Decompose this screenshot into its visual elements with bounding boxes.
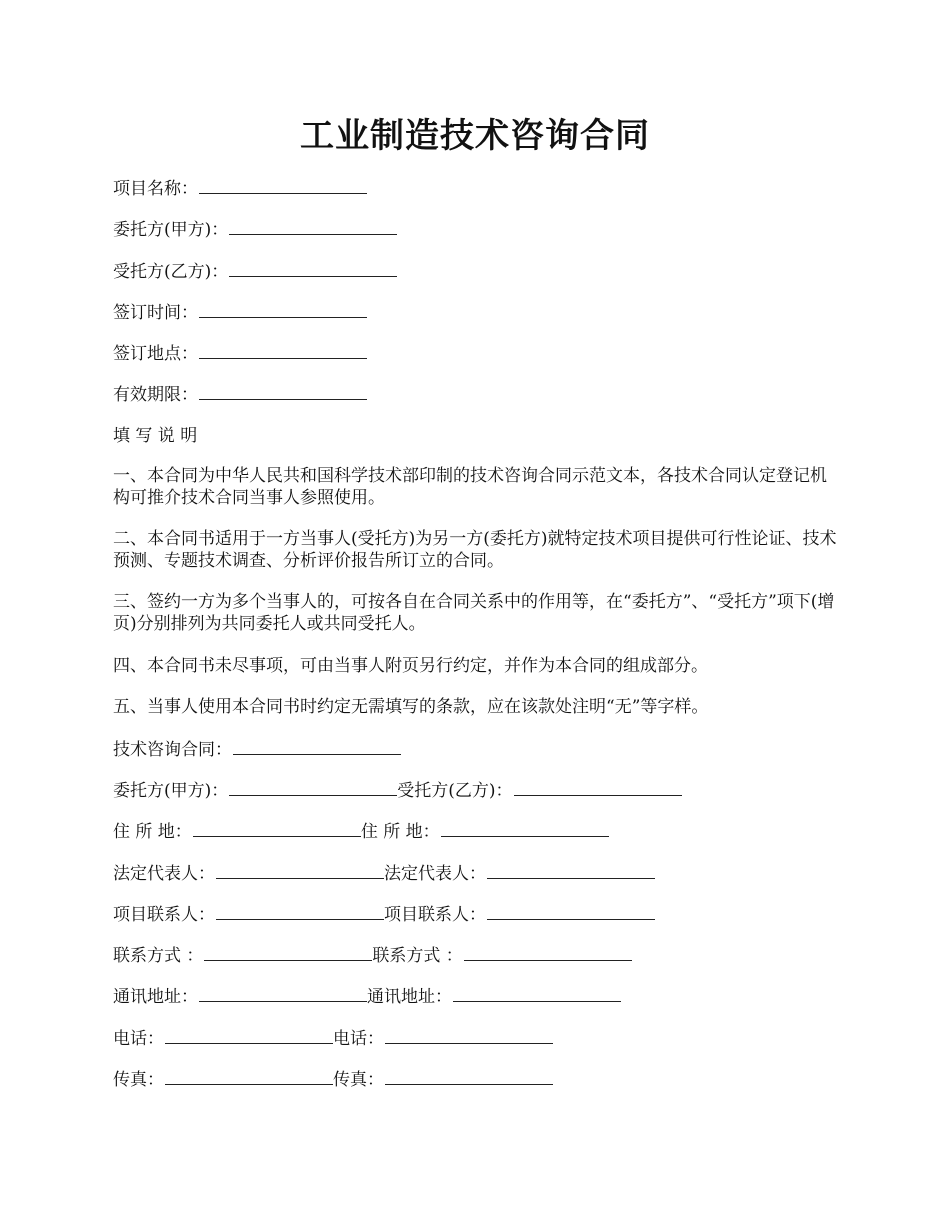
field-party-a	[113, 217, 843, 241]
field-label: 电话：	[333, 1028, 384, 1049]
field-label: 项目名称：	[113, 179, 198, 199]
blank-line[interactable]	[193, 819, 361, 837]
field-label: 住 所 地：	[360, 822, 440, 843]
row-fax	[113, 1067, 843, 1091]
field-label: 签订地点：	[113, 344, 198, 365]
instruction-item: 四、本合同书未尽事项，可由当事人附页另行约定，并作为本合同的组成部分。	[113, 656, 708, 677]
field-label: 签订时间：	[113, 302, 198, 323]
field-label: 法定代表人：	[113, 863, 215, 884]
blank-line[interactable]	[216, 902, 384, 920]
blank-line[interactable]	[487, 861, 655, 879]
field-valid-period	[113, 382, 843, 406]
row-parties	[113, 778, 843, 802]
row-phone	[113, 1026, 843, 1050]
field-label: 联系方式 ：	[113, 946, 204, 967]
field-label: 通讯地址：	[113, 987, 198, 1008]
blank-line[interactable]	[199, 341, 367, 359]
blank-line[interactable]	[453, 984, 621, 1002]
field-label: 通讯地址：	[367, 987, 452, 1008]
blank-line[interactable]	[229, 217, 397, 235]
document-body	[113, 176, 843, 1108]
field-label: 传真：	[333, 1070, 384, 1091]
row-mailing-address	[113, 984, 843, 1008]
blank-line[interactable]	[199, 300, 367, 318]
field-label: 联系方式 ：	[372, 946, 463, 967]
blank-line[interactable]	[385, 1026, 553, 1044]
row-legal-rep	[113, 861, 843, 885]
blank-line[interactable]	[216, 861, 384, 879]
blank-line[interactable]	[204, 943, 372, 961]
blank-line[interactable]	[464, 943, 632, 961]
blank-line[interactable]	[229, 778, 397, 796]
field-label: 项目联系人：	[113, 904, 215, 925]
field-label: 传真：	[113, 1070, 164, 1091]
field-contract-name	[113, 737, 843, 761]
field-label: 受托方(乙方)：	[397, 780, 513, 801]
blank-line[interactable]	[441, 819, 609, 837]
row-address	[113, 819, 843, 843]
field-sign-place	[113, 341, 843, 365]
field-project-name	[113, 176, 843, 200]
field-label: 有效期限：	[113, 385, 198, 406]
blank-line[interactable]	[199, 382, 367, 400]
blank-line[interactable]	[165, 1026, 333, 1044]
field-sign-date	[113, 300, 843, 324]
blank-line[interactable]	[487, 902, 655, 920]
field-party-b	[113, 259, 843, 283]
field-label: 技术咨询合同：	[113, 739, 232, 760]
instruction-item: 二、本合同书适用于一方当事人(受托方)为另一方(委托方)就特定技术项目提供可行性论证、技术预测、专题技术调查、分析评价报告所订立的合同。	[113, 529, 837, 572]
field-label: 项目联系人：	[384, 904, 486, 925]
instruction-item: 一、本合同为中华人民共和国科学技术部印制的技术咨询合同示范文本，各技术合同认定登记机构可推介技术合同当事人参照使用。	[113, 466, 827, 509]
blank-line[interactable]	[385, 1067, 553, 1085]
field-label: 电话：	[113, 1028, 164, 1049]
blank-line[interactable]	[229, 259, 397, 277]
document-title: 工业制造技术咨询合同	[300, 116, 650, 156]
blank-line[interactable]	[233, 737, 401, 755]
field-label: 委托方(甲方)：	[113, 220, 229, 241]
field-label: 法定代表人：	[384, 863, 486, 884]
blank-line[interactable]	[165, 1067, 333, 1085]
row-contact-method	[113, 943, 843, 967]
instruction-item: 五、当事人使用本合同书时约定无需填写的条款，应在该款处注明“无”等字样。	[113, 697, 709, 718]
blank-line[interactable]	[514, 778, 682, 796]
row-contact-person	[113, 902, 843, 926]
instructions-heading: 填 写 说 明	[113, 425, 198, 446]
blank-line[interactable]	[199, 984, 367, 1002]
field-label: 委托方(甲方)：	[113, 780, 229, 801]
instruction-item: 三、签约一方为多个当事人的，可按各自在合同关系中的作用等，在“委托方”、“受托方”项下(增页)分别排列为共同委托人或共同受托人。	[113, 592, 835, 635]
field-label: 住 所 地：	[113, 822, 192, 843]
field-label: 受托方(乙方)：	[113, 261, 229, 282]
blank-line[interactable]	[199, 176, 367, 194]
